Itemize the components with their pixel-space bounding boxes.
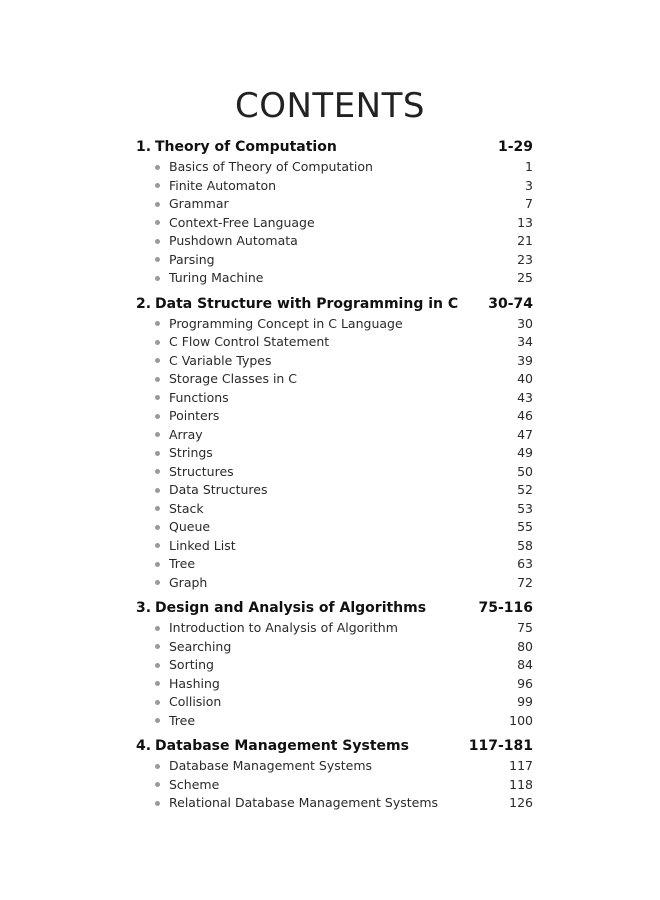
bullet-icon (155, 525, 160, 530)
bullet-icon (155, 626, 160, 631)
toc-entry-page: 40 (517, 371, 533, 386)
toc-entry[interactable] (136, 555, 533, 574)
toc-entry-label-wrap (155, 269, 263, 288)
toc-entry[interactable] (136, 426, 533, 445)
toc-entry-label: Basics of Theory of Computation (169, 159, 373, 174)
toc-entry[interactable] (136, 776, 533, 795)
toc-entry-page: 75 (517, 620, 533, 635)
toc-entry-label: Pushdown Automata (169, 233, 298, 248)
bullet-icon (155, 377, 160, 382)
toc-entry-label-wrap (155, 444, 213, 463)
toc-entry[interactable] (136, 214, 533, 233)
toc-entry-page: 80 (517, 638, 533, 654)
toc-entry-label-wrap (155, 481, 267, 500)
bullet-icon (155, 469, 160, 474)
toc-entry-label: Structures (169, 463, 234, 479)
bullet-icon (155, 257, 160, 262)
toc-entry-label-wrap (155, 463, 234, 482)
bullet-icon (155, 782, 160, 787)
toc-entry-label-wrap (155, 333, 329, 352)
chapter-title-wrap (136, 736, 409, 757)
toc-entry-page: 96 (517, 675, 533, 691)
chapter-page-range: 75-116 (478, 600, 533, 616)
toc-entry-page: 117 (509, 758, 533, 773)
bullet-icon (155, 340, 160, 345)
toc-entry-label-wrap (155, 712, 195, 731)
toc-entry-label-wrap (155, 195, 229, 214)
toc-entry[interactable] (136, 195, 533, 214)
chapter-title-wrap (136, 598, 426, 619)
toc-entry-label-wrap (155, 251, 215, 270)
toc-entry-label-wrap (155, 352, 272, 371)
toc-entry-page: 118 (509, 776, 533, 792)
toc-entry-label-wrap (155, 638, 231, 657)
toc-entry[interactable] (136, 693, 533, 712)
toc-entry-page: 49 (517, 445, 533, 460)
toc-entry-page: 84 (517, 657, 533, 672)
toc-entry-page: 43 (517, 389, 533, 405)
toc-entry[interactable] (136, 500, 533, 519)
toc-entry[interactable] (136, 158, 533, 177)
chapter-item-list (136, 619, 533, 730)
toc-entry-page: 23 (517, 251, 533, 267)
toc-entry-page: 72 (517, 574, 533, 590)
chapter-number: 1. (136, 139, 152, 155)
toc-entry-label: Context-Free Language (169, 214, 315, 230)
toc-entry-label: Introduction to Analysis of Algorithm (169, 620, 398, 635)
toc-entry-label-wrap (155, 656, 214, 675)
toc-entry-label-wrap (155, 619, 398, 638)
toc-entry-page: 63 (517, 556, 533, 571)
bullet-icon (155, 700, 160, 705)
toc-entry-label-wrap (155, 693, 221, 712)
chapter-number: 4. (136, 738, 152, 754)
bullet-icon (155, 764, 160, 769)
toc-entry-page: 30 (517, 315, 533, 331)
chapter-section (136, 598, 533, 730)
toc-entry-label: Database Management Systems (169, 758, 373, 773)
toc-entry[interactable] (136, 389, 533, 408)
toc-entry-label-wrap (155, 518, 210, 537)
toc-entry-label-wrap (155, 555, 195, 574)
toc-entry-label-wrap (155, 794, 438, 813)
toc-entry-page: 58 (517, 537, 533, 553)
toc-entry[interactable] (136, 352, 533, 371)
toc-entry[interactable] (136, 315, 533, 334)
toc-entry-label: Strings (169, 445, 213, 460)
toc-entry-label-wrap (155, 757, 372, 776)
bullet-icon (155, 718, 160, 723)
toc-entry-label: Collision (169, 694, 222, 709)
toc-entry[interactable] (136, 481, 533, 500)
bullet-icon (155, 681, 160, 686)
chapter-heading[interactable] (136, 598, 533, 619)
toc-entry-label-wrap (155, 232, 298, 251)
toc-entry[interactable] (136, 463, 533, 482)
toc-entry[interactable] (136, 518, 533, 537)
chapter-number: 3. (136, 600, 152, 616)
chapter-section (136, 736, 533, 813)
toc-entry-label-wrap (155, 370, 297, 389)
toc-entry-label: Tree (169, 712, 196, 728)
toc-entry-label: Parsing (169, 251, 215, 267)
toc-entry-page: 1 (525, 159, 533, 174)
bullet-icon (155, 488, 160, 493)
toc-entry-page: 100 (509, 712, 533, 728)
toc-entry[interactable] (136, 177, 533, 196)
table-of-contents (136, 137, 533, 819)
toc-entry-label: Queue (169, 519, 211, 534)
toc-entry[interactable] (136, 574, 533, 593)
toc-entry-label-wrap (155, 177, 276, 196)
toc-entry[interactable] (136, 675, 533, 694)
toc-entry[interactable] (136, 269, 533, 288)
toc-entry[interactable] (136, 656, 533, 675)
toc-entry-label: Sorting (169, 657, 214, 672)
toc-entry[interactable] (136, 370, 533, 389)
bullet-icon (155, 543, 160, 548)
chapter-section (136, 137, 533, 288)
bullet-icon (155, 276, 160, 281)
bullet-icon (155, 562, 160, 567)
chapter-heading[interactable] (136, 137, 533, 158)
toc-entry-page: 7 (525, 196, 533, 211)
bullet-icon (155, 220, 160, 225)
chapter-number: 2. (136, 295, 152, 312)
toc-entry-page: 50 (517, 463, 533, 479)
chapter-item-list (136, 315, 533, 593)
toc-entry[interactable] (136, 444, 533, 463)
chapter-heading[interactable] (136, 294, 533, 315)
toc-entry-label: C Flow Control Statement (169, 334, 330, 349)
bullet-icon (155, 358, 160, 363)
bullet-icon (155, 395, 160, 400)
toc-entry-page: 52 (517, 482, 533, 497)
toc-entry-label-wrap (155, 537, 236, 556)
bullet-icon (155, 239, 160, 244)
toc-entry-label: Pointers (169, 408, 220, 423)
chapter-section (136, 294, 533, 593)
toc-entry[interactable] (136, 407, 533, 426)
toc-entry-label-wrap (155, 389, 229, 408)
bullet-icon (155, 202, 160, 207)
toc-entry-label: Linked List (169, 537, 236, 553)
toc-entry-label-wrap (155, 574, 207, 593)
toc-entry[interactable] (136, 712, 533, 731)
bullet-icon (155, 432, 160, 437)
toc-entry-label: Hashing (169, 675, 220, 691)
toc-entry-label: Scheme (169, 776, 220, 792)
toc-entry[interactable] (136, 333, 533, 352)
toc-entry-page: 55 (517, 519, 533, 534)
toc-entry-label: Array (169, 426, 203, 442)
toc-entry-label-wrap (155, 426, 203, 445)
bullet-icon (155, 506, 160, 511)
toc-entry[interactable] (136, 757, 533, 776)
toc-entry-page: 53 (517, 500, 533, 516)
chapter-title: Data Structure with Programming in C (155, 295, 459, 312)
bullet-icon (155, 451, 160, 456)
toc-entry-label: C Variable Types (169, 352, 272, 368)
bullet-icon (155, 801, 160, 806)
toc-entry-label: Finite Automaton (169, 177, 277, 193)
toc-entry-page: 47 (517, 426, 533, 442)
toc-entry[interactable] (136, 794, 533, 813)
chapter-title-wrap (136, 294, 458, 315)
toc-entry-label: Turing Machine (169, 270, 264, 285)
page-title: CONTENTS (235, 86, 425, 126)
toc-entry-label-wrap (155, 214, 315, 233)
bullet-icon (155, 414, 160, 419)
toc-entry-label: Relational Database Management Systems (169, 795, 439, 810)
bullet-icon (155, 644, 160, 649)
toc-entry-page: 39 (517, 352, 533, 368)
toc-entry-label-wrap (155, 776, 219, 795)
toc-entry-label-wrap (155, 315, 403, 334)
toc-entry-page: 99 (517, 694, 533, 709)
chapter-title: Theory of Computation (155, 139, 337, 155)
toc-entry-label-wrap (155, 407, 219, 426)
toc-entry-page: 3 (525, 177, 533, 193)
chapter-page-range: 117-181 (468, 738, 533, 754)
toc-entry-label: Functions (169, 389, 229, 405)
toc-entry[interactable] (136, 537, 533, 556)
toc-entry[interactable] (136, 232, 533, 251)
toc-entry-page: 21 (517, 233, 533, 248)
bullet-icon (155, 663, 160, 668)
bullet-icon (155, 321, 160, 326)
chapter-item-list (136, 757, 533, 813)
chapter-page-range: 1-29 (497, 139, 533, 155)
toc-entry-label-wrap (155, 158, 373, 177)
toc-entry[interactable] (136, 619, 533, 638)
chapter-title-wrap (136, 137, 337, 158)
chapter-title: Database Management Systems (155, 738, 409, 754)
bullet-icon (155, 165, 160, 170)
toc-entry-label-wrap (155, 675, 220, 694)
toc-entry[interactable] (136, 251, 533, 270)
toc-entry-label: Grammar (169, 196, 229, 211)
toc-entry[interactable] (136, 638, 533, 657)
toc-entry-label: Searching (169, 638, 232, 654)
toc-entry-label: Tree (169, 556, 196, 571)
toc-entry-page: 25 (517, 270, 533, 285)
toc-entry-label: Programming Concept in C Language (169, 315, 403, 331)
chapter-item-list (136, 158, 533, 288)
chapter-page-range: 30-74 (488, 295, 533, 312)
toc-entry-label: Stack (169, 500, 204, 516)
toc-entry-label: Data Structures (169, 482, 268, 497)
toc-entry-label: Graph (169, 574, 208, 590)
toc-entry-label: Storage Classes in C (169, 371, 298, 386)
chapter-title: Design and Analysis of Algorithms (155, 600, 427, 616)
bullet-icon (155, 183, 160, 188)
chapter-heading[interactable] (136, 736, 533, 757)
toc-entry-page: 46 (517, 408, 533, 423)
bullet-icon (155, 580, 160, 585)
toc-entry-page: 34 (517, 334, 533, 349)
toc-entry-label-wrap (155, 500, 204, 519)
toc-entry-page: 126 (509, 795, 533, 810)
toc-entry-page: 13 (517, 214, 533, 230)
